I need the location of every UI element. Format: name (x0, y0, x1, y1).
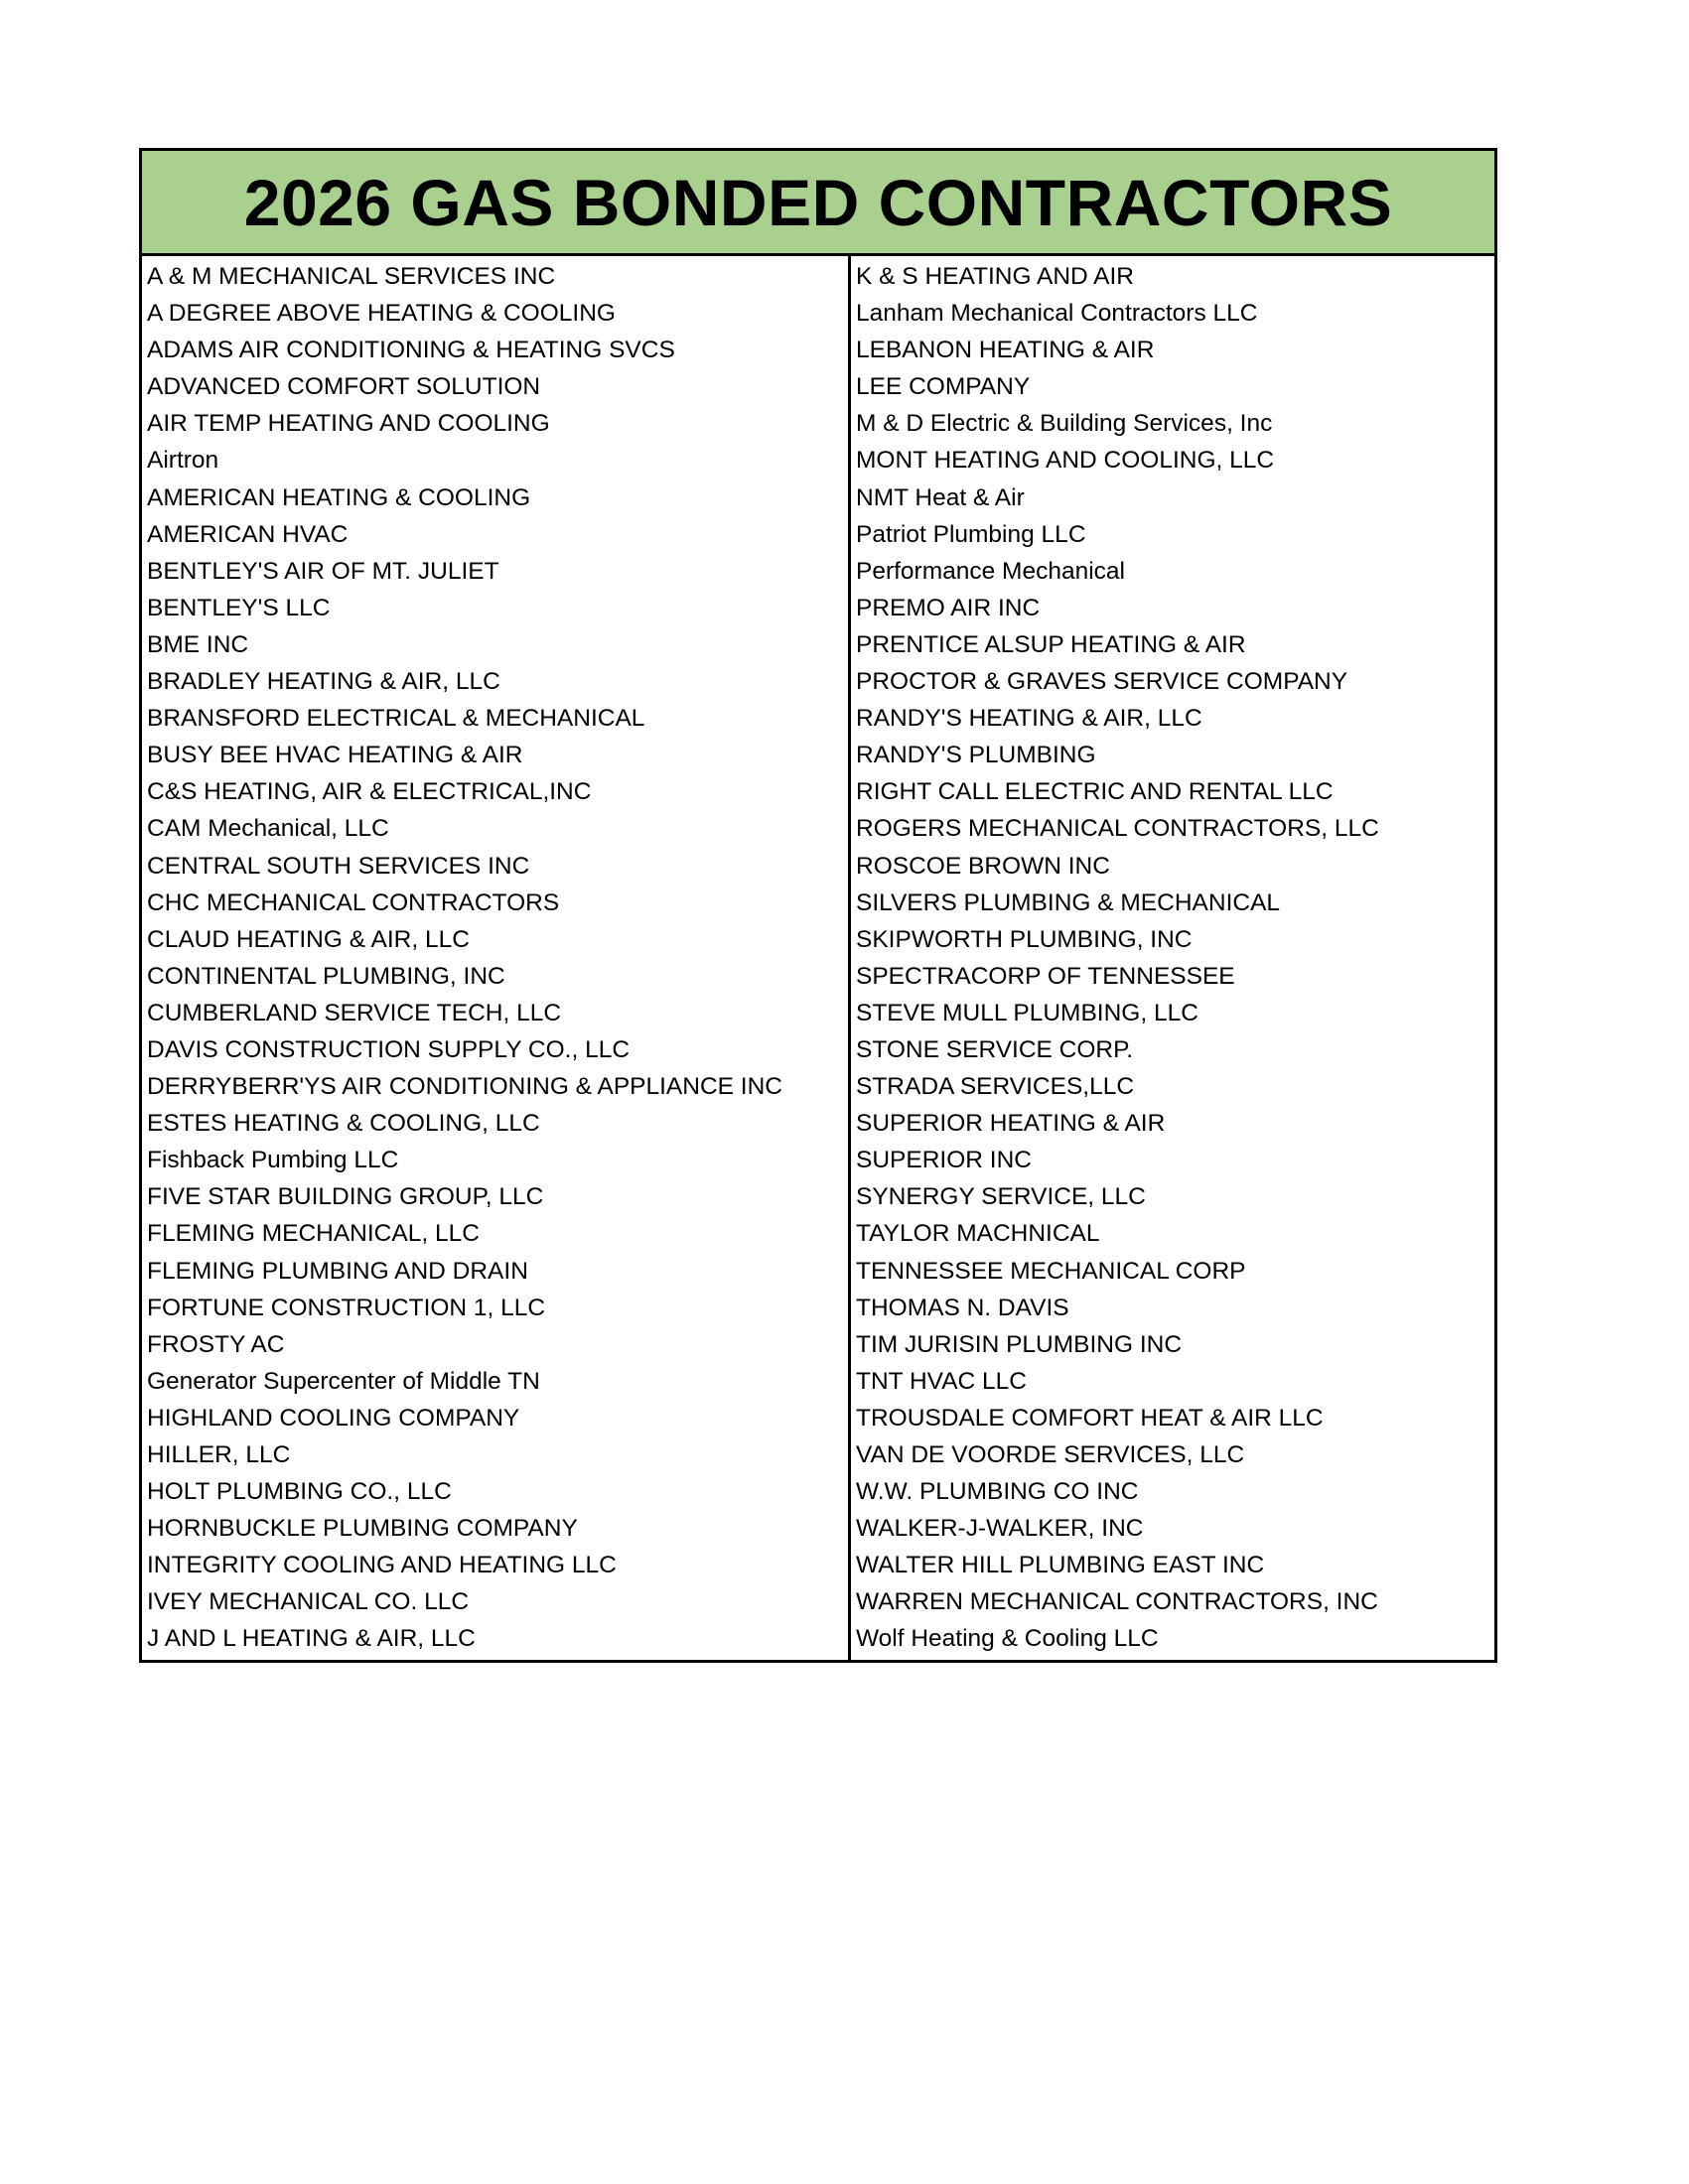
contractor-row: AMERICAN HEATING & COOLING (147, 483, 531, 511)
contractor-row: FROSTY AC (147, 1330, 285, 1358)
contractor-row: ROSCOE BROWN INC (856, 852, 1110, 880)
contractor-row: BRADLEY HEATING & AIR, LLC (147, 668, 500, 696)
contractor-row: LEE COMPANY (856, 373, 1031, 401)
contractor-row: RANDY'S PLUMBING (856, 742, 1096, 769)
contractor-row: SILVERS PLUMBING & MECHANICAL (856, 888, 1281, 916)
contractor-row: SKIPWORTH PLUMBING, INC (856, 925, 1193, 953)
contractor-row: STONE SERVICE CORP. (856, 1035, 1134, 1063)
contractor-row: ADAMS AIR CONDITIONING & HEATING SVCS (147, 337, 675, 364)
contractor-row: HOLT PLUMBING CO., LLC (147, 1478, 452, 1506)
table-body (142, 256, 1494, 1660)
contractor-row: HILLER, LLC (147, 1441, 291, 1468)
contractor-row: TNT HVAC LLC (856, 1367, 1027, 1395)
contractor-row: CONTINENTAL PLUMBING, INC (147, 962, 505, 990)
contractor-row: CHC MECHANICAL CONTRACTORS (147, 888, 560, 916)
contractor-row: VAN DE VOORDE SERVICES, LLC (856, 1441, 1245, 1468)
contractor-row: LEBANON HEATING & AIR (856, 337, 1155, 364)
contractor-row: RIGHT CALL ELECTRIC AND RENTAL LLC (856, 778, 1334, 806)
contractor-row: AIR TEMP HEATING AND COOLING (147, 410, 550, 438)
contractor-row: BUSY BEE HVAC HEATING & AIR (147, 742, 523, 769)
contractor-row: W.W. PLUMBING CO INC (856, 1478, 1139, 1506)
contractor-row: Airtron (147, 447, 219, 475)
contractor-row: M & D Electric & Building Services, Inc (856, 410, 1273, 438)
contractor-row: Lanham Mechanical Contractors LLC (856, 300, 1258, 328)
contractor-row: CUMBERLAND SERVICE TECH, LLC (147, 999, 562, 1026)
contractor-row: DERRYBERR'YS AIR CONDITIONING & APPLIANCE INC (147, 1073, 783, 1101)
title-header (142, 151, 1494, 256)
contractor-row: TAYLOR MACHNICAL (856, 1220, 1100, 1248)
contractor-row: STRADA SERVICES,LLC (856, 1073, 1135, 1101)
contractor-row: PREMO AIR INC (856, 594, 1041, 621)
contractor-row: ROGERS MECHANICAL CONTRACTORS, LLC (856, 815, 1379, 843)
contractor-row: PROCTOR & GRAVES SERVICE COMPANY (856, 668, 1348, 696)
contractor-row: ESTES HEATING & COOLING, LLC (147, 1110, 540, 1138)
contractor-row: HORNBUCKLE PLUMBING COMPANY (147, 1515, 578, 1543)
contractor-row: BENTLEY'S LLC (147, 594, 331, 621)
contractor-row: CENTRAL SOUTH SERVICES INC (147, 852, 530, 880)
contractor-row: FLEMING MECHANICAL, LLC (147, 1220, 480, 1248)
contractor-row: AMERICAN HVAC (147, 520, 349, 548)
contractor-row: RANDY'S HEATING & AIR, LLC (856, 705, 1202, 733)
contractor-row: A DEGREE ABOVE HEATING & COOLING (147, 300, 616, 328)
page-title: 2026 GAS BONDED CONTRACTORS (243, 165, 1393, 239)
contractor-row: THOMAS N. DAVIS (856, 1294, 1069, 1321)
contractor-row: DAVIS CONSTRUCTION SUPPLY CO., LLC (147, 1035, 631, 1063)
contractor-row: CLAUD HEATING & AIR, LLC (147, 925, 470, 953)
contractor-row: TROUSDALE COMFORT HEAT & AIR LLC (856, 1404, 1324, 1432)
contractor-row: WARREN MECHANICAL CONTRACTORS, INC (856, 1588, 1378, 1616)
contractor-row: FLEMING PLUMBING AND DRAIN (147, 1257, 528, 1285)
contractor-row: IVEY MECHANICAL CO. LLC (147, 1588, 470, 1616)
contractor-row: CAM Mechanical, LLC (147, 815, 389, 843)
contractor-row: BRANSFORD ELECTRICAL & MECHANICAL (147, 705, 645, 733)
contractor-row: C&S HEATING, AIR & ELECTRICAL,INC (147, 778, 592, 806)
contractor-row: FIVE STAR BUILDING GROUP, LLC (147, 1183, 544, 1211)
contractor-row: FORTUNE CONSTRUCTION 1, LLC (147, 1294, 546, 1321)
contractor-row: HIGHLAND COOLING COMPANY (147, 1404, 520, 1432)
contractor-row: WALKER-J-WALKER, INC (856, 1515, 1144, 1543)
contractor-row: ADVANCED COMFORT SOLUTION (147, 373, 541, 401)
contractor-row: TENNESSEE MECHANICAL CORP (856, 1257, 1246, 1285)
contractor-table (139, 148, 1497, 1663)
contractor-row: PRENTICE ALSUP HEATING & AIR (856, 630, 1246, 658)
contractor-row: SUPERIOR HEATING & AIR (856, 1110, 1166, 1138)
contractor-row: MONT HEATING AND COOLING, LLC (856, 447, 1275, 475)
contractor-row: BME INC (147, 630, 249, 658)
contractor-row: Performance Mechanical (856, 557, 1125, 585)
contractor-row: A & M MECHANICAL SERVICES INC (147, 263, 556, 290)
contractor-row: NMT Heat & Air (856, 483, 1025, 511)
contractor-row: Generator Supercenter of Middle TN (147, 1367, 540, 1395)
contractor-row: J AND L HEATING & AIR, LLC (147, 1625, 476, 1653)
left-column (142, 256, 851, 1660)
contractor-row: Patriot Plumbing LLC (856, 520, 1086, 548)
contractor-row: SPECTRACORP OF TENNESSEE (856, 962, 1235, 990)
right-column (851, 256, 1494, 1660)
contractor-row: SUPERIOR INC (856, 1147, 1032, 1174)
contractor-row: WALTER HILL PLUMBING EAST INC (856, 1552, 1265, 1579)
contractor-row: INTEGRITY COOLING AND HEATING LLC (147, 1552, 617, 1579)
contractor-row: Fishback Pumbing LLC (147, 1147, 399, 1174)
contractor-row: K & S HEATING AND AIR (856, 263, 1135, 290)
contractor-row: TIM JURISIN PLUMBING INC (856, 1330, 1183, 1358)
contractor-row: STEVE MULL PLUMBING, LLC (856, 999, 1198, 1026)
contractor-row: BENTLEY'S AIR OF MT. JULIET (147, 557, 499, 585)
contractor-row: SYNERGY SERVICE, LLC (856, 1183, 1146, 1211)
contractor-row: Wolf Heating & Cooling LLC (856, 1625, 1159, 1653)
